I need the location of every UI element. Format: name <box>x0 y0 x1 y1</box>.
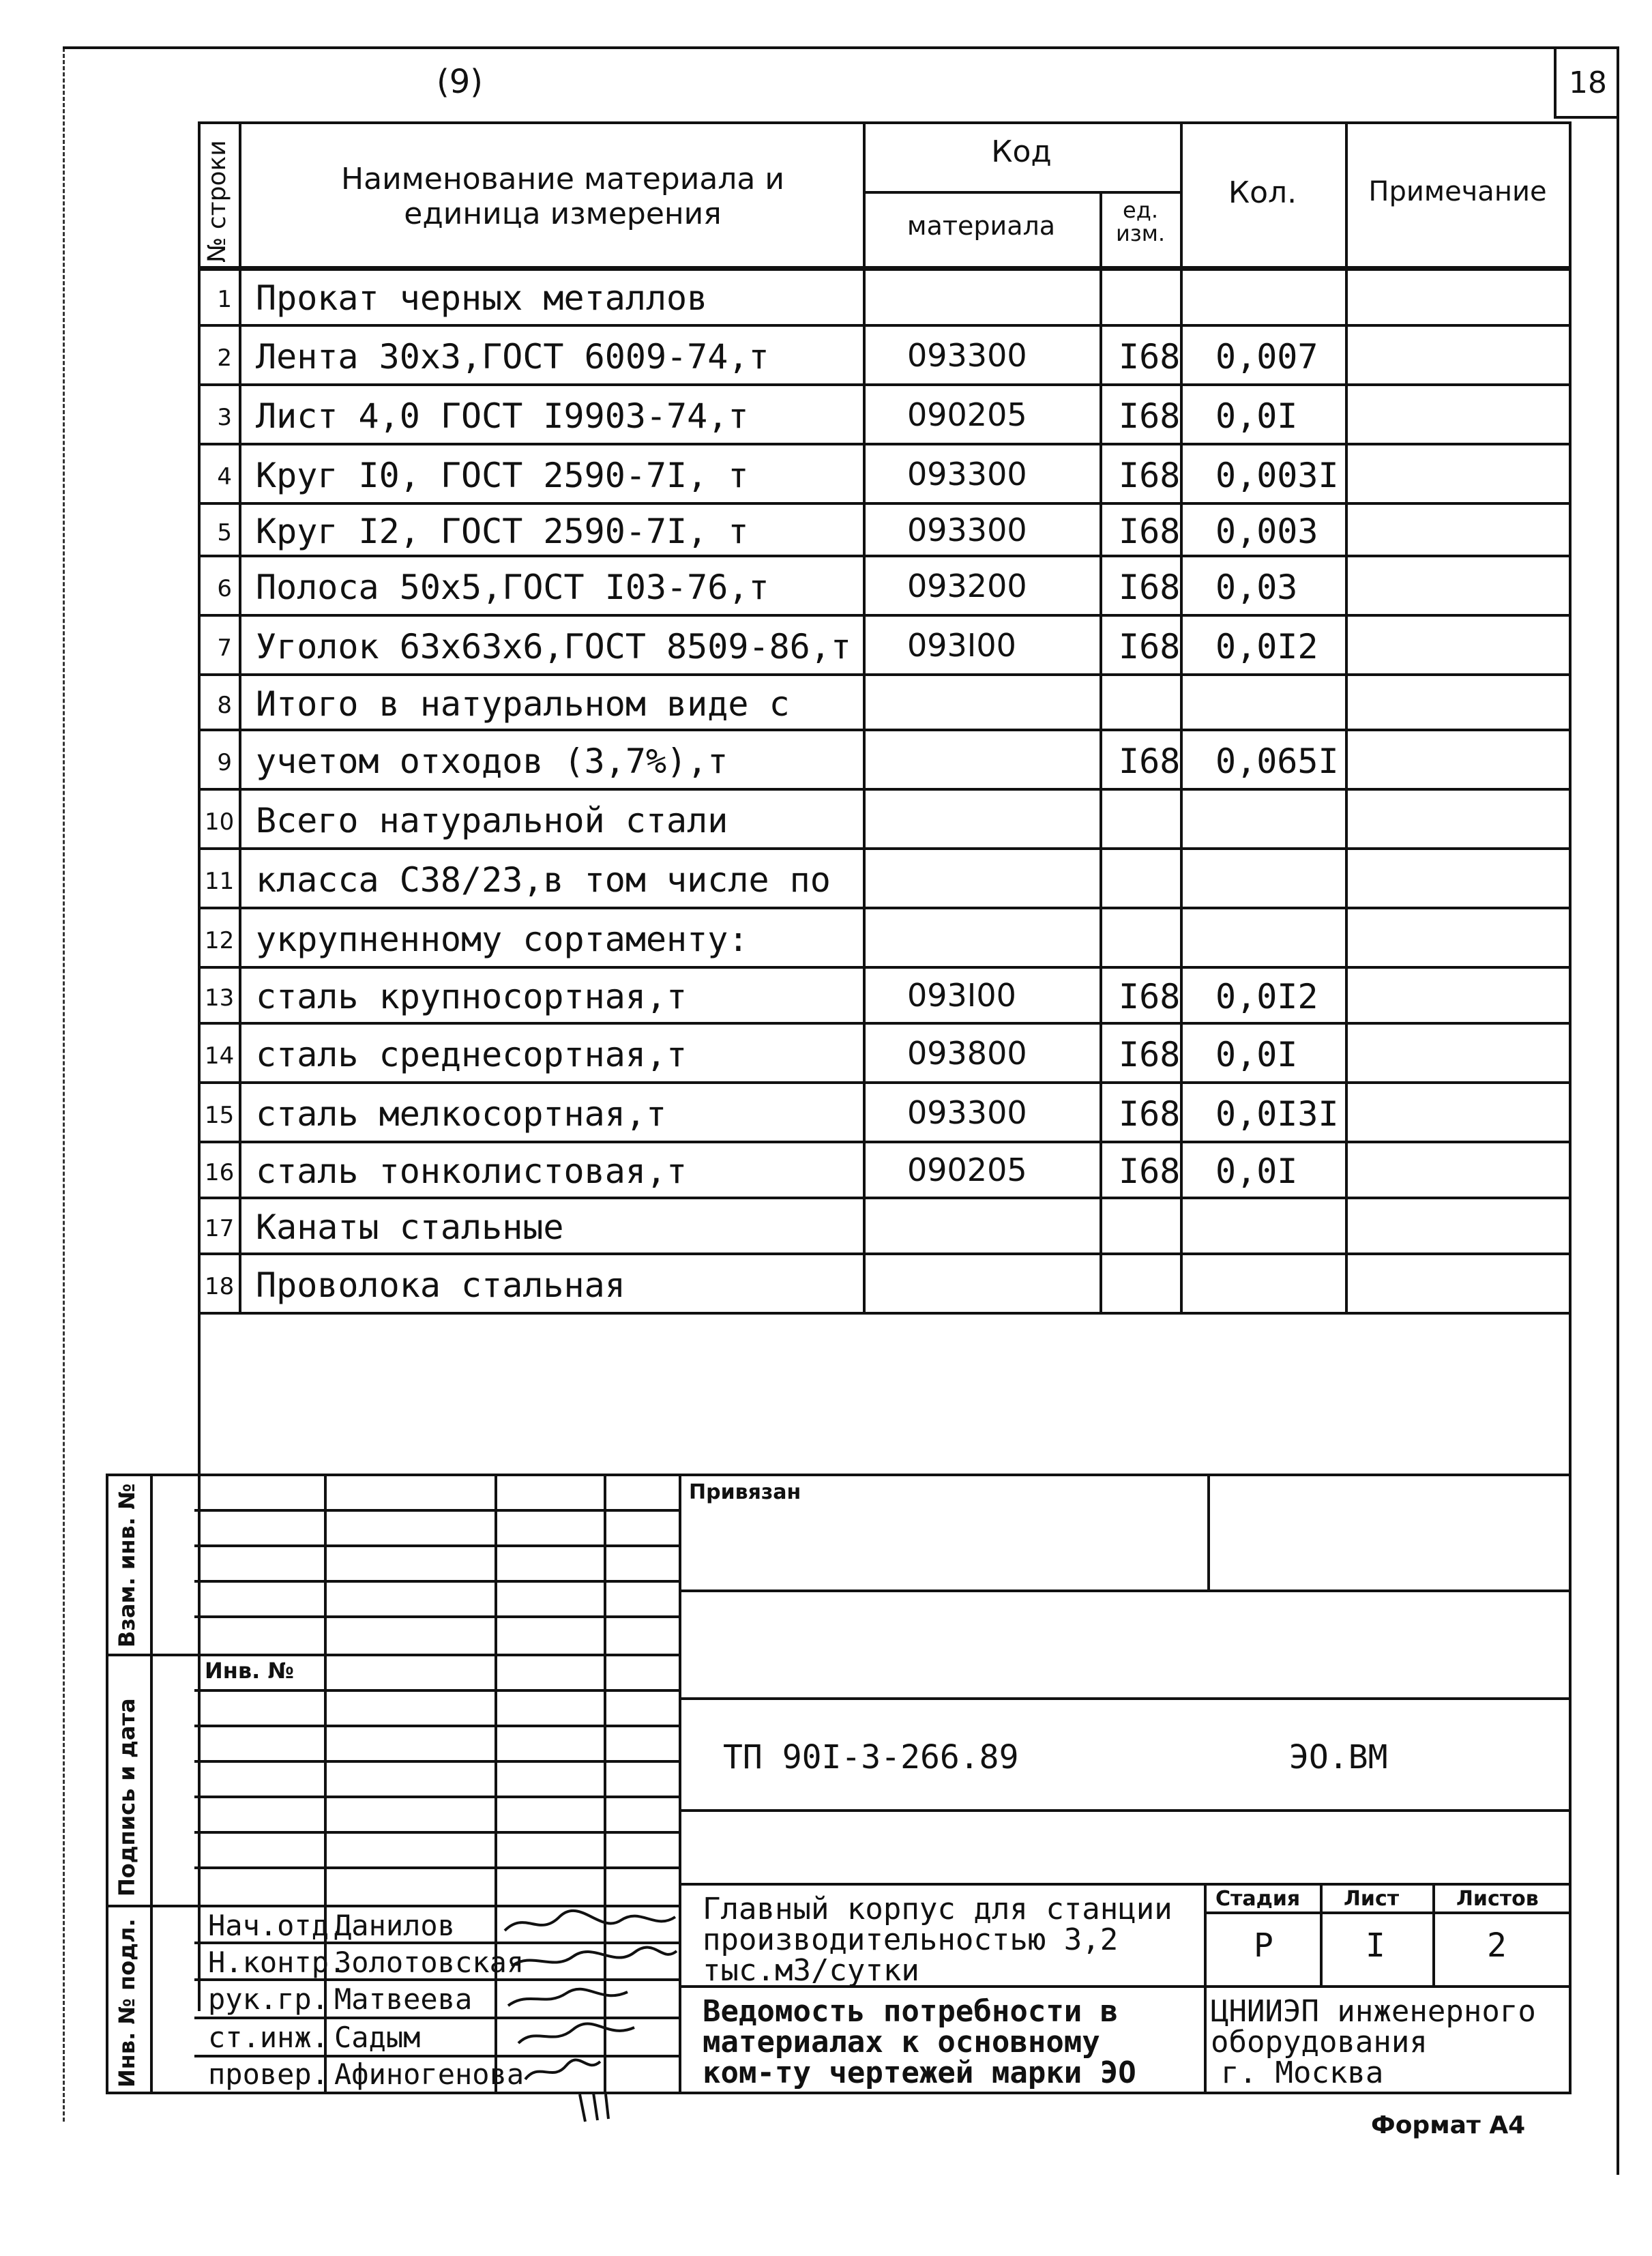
col-line-material <box>1100 191 1102 1312</box>
row-line <box>198 614 1572 617</box>
signature-mark <box>525 2060 600 2079</box>
row-line <box>198 383 1572 386</box>
row-unit: I68 <box>1119 456 1181 495</box>
stamp-col-b <box>495 1474 497 2094</box>
org-line3: г. Москва <box>1221 2055 1384 2090</box>
row-unit: I68 <box>1119 512 1181 551</box>
signature-mark <box>512 1948 677 1966</box>
row-name: Прокат черных металлов <box>256 278 708 318</box>
label-vzam-inv: Взам. инв. № <box>114 1483 140 1647</box>
row-line <box>198 1022 1572 1025</box>
row-code: 093300 <box>907 512 1027 548</box>
col-line-name <box>863 121 866 1312</box>
col-line-unit <box>1180 121 1183 1312</box>
stamp-grid-line <box>194 1866 680 1869</box>
row-name: Уголок 63х63х6,ГОСТ 8509-86,т <box>256 627 851 666</box>
stamp-grid-line <box>194 1760 680 1763</box>
stamp-bottom-line <box>106 2092 1572 2094</box>
row-qty: 0,0I2 <box>1215 627 1318 666</box>
row-line <box>198 443 1572 445</box>
stage-value: Р <box>1254 1927 1273 1965</box>
row-qty: 0,0I3I <box>1215 1094 1339 1134</box>
col-line-qty <box>1345 121 1348 1312</box>
row-name: сталь тонколистовая,т <box>256 1152 688 1191</box>
row-name: Всего натуральной стали <box>256 801 728 840</box>
header-qty: Кол. <box>1228 175 1297 210</box>
sheets-value: 2 <box>1487 1927 1507 1965</box>
header-bottom-line <box>198 266 1572 271</box>
row-code: 090205 <box>907 1152 1027 1188</box>
person-role: рук.гр. <box>208 1982 329 2016</box>
table-left-border <box>198 121 201 2011</box>
stamp-grid-line <box>194 1689 680 1692</box>
row-number: 15 <box>205 1102 235 1129</box>
org-line2: оборудования <box>1211 2025 1428 2060</box>
row-name: Круг I2, ГОСТ 2590-7I, т <box>256 512 749 551</box>
privyazan-label: Привязан <box>689 1480 801 1504</box>
row-qty: 0,065I <box>1215 742 1339 781</box>
label-inv-podl: Инв. № подл. <box>114 1918 140 2087</box>
person-role: ст.инж. <box>208 2021 329 2054</box>
row-code: 093I00 <box>907 977 1016 1014</box>
row-line <box>198 788 1572 791</box>
row-name: Полоса 50х5,ГОСТ I03-76,т <box>256 568 769 607</box>
code-row-bottom <box>679 1809 1572 1812</box>
row-line <box>198 729 1572 731</box>
row-name: сталь крупносортная,т <box>256 977 688 1016</box>
row-number: 4 <box>217 463 232 490</box>
row-number: 10 <box>205 808 235 836</box>
row-qty: 0,0I <box>1215 396 1298 436</box>
row-name: сталь мелкосортная,т <box>256 1094 667 1134</box>
row-line <box>198 502 1572 505</box>
row-code: 093800 <box>907 1035 1027 1072</box>
row-unit: I68 <box>1119 396 1181 436</box>
row-name: Канаты стальные <box>256 1207 564 1247</box>
row-number: 9 <box>217 749 232 776</box>
row-line <box>198 673 1572 676</box>
row-code: 093300 <box>907 1094 1027 1131</box>
row-qty: 0,007 <box>1215 337 1318 377</box>
row-qty: 0,003I <box>1215 456 1339 495</box>
sheet-label: Лист <box>1344 1887 1400 1911</box>
row-number: 1 <box>217 286 232 313</box>
person-name: Данилов <box>334 1909 456 1942</box>
inv-no-label: Инв. № <box>205 1658 294 1684</box>
row-qty: 0,0I <box>1215 1152 1298 1191</box>
row-code: 093200 <box>907 568 1027 604</box>
person-role: Н.контр. <box>208 1946 346 1979</box>
row-number: 2 <box>217 345 232 372</box>
row-number: 13 <box>205 984 235 1012</box>
row-name: Итого в натуральном виде с <box>256 684 790 724</box>
signature-mark <box>505 1911 675 1931</box>
row-number: 6 <box>217 575 232 602</box>
stamp-grid-line <box>194 1509 680 1512</box>
row-number: 17 <box>205 1215 235 1242</box>
row-code: 090205 <box>907 396 1027 433</box>
row-number: 7 <box>217 634 232 662</box>
stage-label: Стадия <box>1215 1887 1301 1911</box>
privyazan-divider <box>1207 1474 1210 1591</box>
row-name: Лента 30х3,ГОСТ 6009-74,т <box>256 337 769 377</box>
row-qty: 0,03 <box>1215 568 1298 607</box>
row-number: 3 <box>217 404 232 431</box>
person-name: Садым <box>334 2021 421 2054</box>
stamp-side-col <box>150 1474 153 2094</box>
row-number: 14 <box>205 1042 235 1070</box>
row-unit: I68 <box>1119 1035 1181 1074</box>
stamp-outer-left <box>106 1474 108 2094</box>
title1-line3: тыс.м3/сутки <box>703 1953 919 1988</box>
doc-code: ТП 90I-3-266.89 <box>723 1738 1019 1776</box>
signature-mark <box>518 2024 634 2043</box>
row-name: класса С38/23,в том числе по <box>256 860 831 900</box>
stamp-section-line <box>106 1654 680 1656</box>
row-name: Проволока стальная <box>256 1265 625 1305</box>
outer-right-border <box>1617 46 1619 2175</box>
stamp-grid-line <box>194 1796 680 1798</box>
header-code: Код <box>991 134 1052 169</box>
doc-mark: ЭО.ВМ <box>1289 1738 1388 1776</box>
row-unit: I68 <box>1119 337 1181 377</box>
title-mid-line <box>679 1985 1572 1988</box>
outer-left-border <box>63 48 65 2122</box>
row-number: 12 <box>205 927 235 954</box>
page-number: 18 <box>1569 65 1607 100</box>
page-number-box-bottom <box>1554 116 1618 119</box>
header-unit: ед. изм. <box>1115 197 1166 246</box>
header-row-number: № строки <box>203 140 231 263</box>
table-right-border <box>1569 121 1572 2093</box>
row-line <box>198 1081 1572 1084</box>
stamp-grid-line <box>194 1831 680 1834</box>
row-line <box>198 907 1572 909</box>
row-unit: I68 <box>1119 977 1181 1016</box>
format-label: Формат А4 <box>1371 2111 1526 2139</box>
row-name: сталь среднесортная,т <box>256 1035 688 1074</box>
sheet-number: (9) <box>437 63 483 101</box>
row-name: Лист 4,0 ГОСТ I9903-74,т <box>256 396 749 436</box>
person-role: провер. <box>208 2057 329 2091</box>
row-name: укрупненному сортаменту: <box>256 920 749 959</box>
sheet-col-line <box>1320 1883 1323 1985</box>
person-name: Золотовская <box>334 1946 525 1979</box>
row-unit: I68 <box>1119 742 1181 781</box>
row-qty: 0,0I2 <box>1215 977 1318 1016</box>
privyazan-bottom <box>679 1590 1572 1592</box>
row-line <box>198 847 1572 850</box>
signatures <box>498 1903 682 2128</box>
page-number-box-divider <box>1554 46 1557 117</box>
row-line <box>198 1252 1572 1255</box>
header-note: Примечание <box>1368 176 1547 207</box>
row-name: учетом отходов (3,7%),т <box>256 742 728 781</box>
row-unit: I68 <box>1119 1152 1181 1191</box>
row-unit: I68 <box>1119 627 1181 666</box>
signature-mark <box>508 1989 628 2006</box>
row-unit: I68 <box>1119 568 1181 607</box>
row-unit: I68 <box>1119 1094 1181 1134</box>
row-number: 5 <box>217 519 232 546</box>
row-number: 11 <box>205 868 235 895</box>
row-line <box>198 1197 1572 1199</box>
org-line1: ЦНИИЭП инженерного <box>1211 1994 1536 2029</box>
stamp-grid-line <box>194 1580 680 1583</box>
sheet-value: I <box>1366 1927 1385 1965</box>
title2-line1: Ведомость потребности в <box>703 1994 1119 2029</box>
header-name: Наименование материала и единица измерения <box>341 162 784 231</box>
table-top-border <box>198 121 1572 124</box>
title-row-top <box>679 1883 1572 1886</box>
row-code: 093300 <box>907 456 1027 493</box>
title2-line2: материалах к основному <box>703 2025 1100 2060</box>
row-number: 16 <box>205 1159 235 1186</box>
row-line <box>198 966 1572 969</box>
outer-top-border <box>63 46 1618 49</box>
label-podpis-data: Подпись и дата <box>114 1698 140 1896</box>
header-material: материала <box>906 211 1056 241</box>
row-number: 18 <box>205 1273 235 1300</box>
stage-header-line <box>1204 1911 1572 1914</box>
title1-line1: Главный корпус для станции <box>703 1892 1172 1927</box>
row-line <box>198 555 1572 557</box>
title2-line3: ком-ту чертежей марки ЭО <box>703 2055 1136 2090</box>
row-line <box>198 1141 1572 1143</box>
stamp-grid-line <box>194 1725 680 1727</box>
person-role: Нач.отд. <box>208 1909 346 1942</box>
row-code: 093I00 <box>907 627 1016 664</box>
table-bottom-line <box>198 1312 1572 1315</box>
person-name: Матвеева <box>334 1982 473 2016</box>
signature-mark <box>580 2093 608 2122</box>
title1-line2: производительностью 3,2 <box>703 1922 1119 1957</box>
row-qty: 0,0I <box>1215 1035 1298 1074</box>
stamp-grid-line <box>194 1615 680 1618</box>
code-subheader-line <box>863 191 1180 194</box>
person-name: Афиногенова <box>334 2057 525 2091</box>
sheets-label: Листов <box>1456 1887 1539 1911</box>
code-row-top <box>679 1697 1572 1700</box>
row-line <box>198 324 1572 327</box>
row-code: 093300 <box>907 337 1027 374</box>
row-name: Круг I0, ГОСТ 2590-7I, т <box>256 456 749 495</box>
row-number: 8 <box>217 692 232 719</box>
stamp-grid-line <box>194 1544 680 1547</box>
sheets-col-line <box>1432 1883 1435 1985</box>
row-qty: 0,003 <box>1215 512 1318 551</box>
col-line-rowno <box>239 121 241 1312</box>
